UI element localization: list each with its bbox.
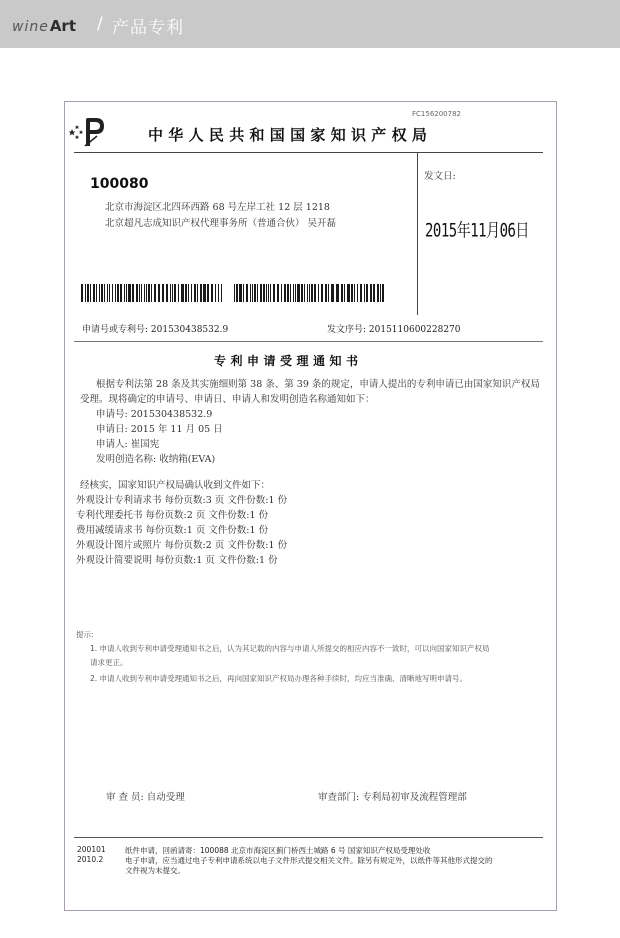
brand-wine: wine (12, 19, 49, 35)
footer-paper-application: 纸件申请，回函请寄：100088 北京市海淀区蓟门桥西土城路 6 号 国家知识产权局受理处收 (125, 846, 431, 855)
postal-code: 100080 (90, 176, 149, 192)
header-banner (0, 0, 620, 48)
notice-paragraph-line2: 受理。现将确定的申请号、申请日、申请人和发明创造名称通知如下： (80, 394, 375, 405)
received-document: 费用减缓请求书 每份页数:1 页 文件份数:1 份 (76, 525, 269, 536)
received-document: 专利代理委托书 每份页数:2 页 文件份数:1 份 (76, 510, 269, 521)
sequence-number: 发文序号: 2015110600228270 (327, 325, 461, 335)
footer-electronic-application: 电子申请，应当通过电子专利申请系统以电子文件形式提交相关文件。除另有规定外，以纸件等其他形式提交的 (125, 856, 493, 865)
field-application-date: 申请日: 2015 年 11 月 05 日 (96, 424, 223, 435)
received-intro: 经核实，国家知识产权局确认收到文件如下： (80, 480, 271, 491)
header-vertical-rule (417, 152, 418, 315)
footer-rule (74, 837, 543, 838)
cnipa-emblem-icon (66, 116, 110, 148)
document-code: FC156200782 (412, 110, 461, 118)
hints-label: 提示: (76, 630, 94, 639)
hint-2: 2. 申请人收到专利申请受理通知书之后，再向国家知识产权局办理各种手续时，均应当准确、清晰地写明申请号。 (90, 674, 468, 683)
banner-separator: / (97, 14, 103, 34)
field-invention-name: 发明创造名称: 收纳箱(EVA) (96, 454, 216, 465)
footer-code-2: 2010.2 (77, 855, 104, 864)
application-number: 申请号或专利号: 201530438532.9 (82, 325, 229, 335)
field-application-number: 申请号: 201530438532.9 (96, 409, 213, 420)
barcode-left (81, 284, 224, 302)
hint-1-continued: 请求更正。 (90, 658, 128, 667)
barcode-gap (384, 284, 386, 302)
brand-art: Art (49, 17, 77, 35)
office-name: 中华人民共和国国家知识产权局 (148, 126, 433, 144)
notice-title: 专利申请受理通知书 (214, 354, 363, 368)
header-rule (74, 152, 543, 153)
footer-electronic-application-continued: 文件视为未提交。 (125, 866, 185, 875)
brand-logo[interactable] (12, 15, 76, 35)
notice-paragraph-line1: 根据专利法第 28 条及其实施细则第 38 条、第 39 条的规定，申请人提出的专利申请已由国家知识产权局 (96, 379, 540, 390)
hint-1: 1. 申请人收到专利申请受理通知书之后，认为其记载的内容与申请人所提交的相应内容不一致时，可以向国家知识产权局 (90, 644, 490, 653)
received-document: 外观设计图片或照片 每份页数:2 页 文件份数:1 份 (76, 540, 288, 551)
number-rule (74, 341, 543, 342)
field-applicant: 申请人: 崔国宪 (96, 439, 160, 450)
received-document: 外观设计简要说明 每份页数:1 页 文件份数:1 份 (76, 555, 278, 566)
banner-title: 产品专利 (112, 18, 184, 38)
examiner: 审 查 员: 自动受理 (106, 792, 185, 803)
barcode-right (234, 284, 386, 302)
recipient-address: 北京市海淀区北四环西路 68 号左岸工社 12 层 1218 (105, 202, 330, 213)
send-date-label: 发文日: (424, 171, 456, 182)
footer-code-1: 200101 (77, 845, 106, 854)
examining-department: 审查部门: 专利局初审及流程管理部 (318, 792, 467, 803)
send-date: 2015年11月06日 (425, 220, 529, 242)
received-document: 外观设计专利请求书 每份页数:3 页 文件份数:1 份 (76, 495, 288, 506)
barcode-gap (222, 284, 224, 302)
recipient-agency: 北京超凡志成知识产权代理事务所（普通合伙） 吴开磊 (105, 218, 337, 229)
